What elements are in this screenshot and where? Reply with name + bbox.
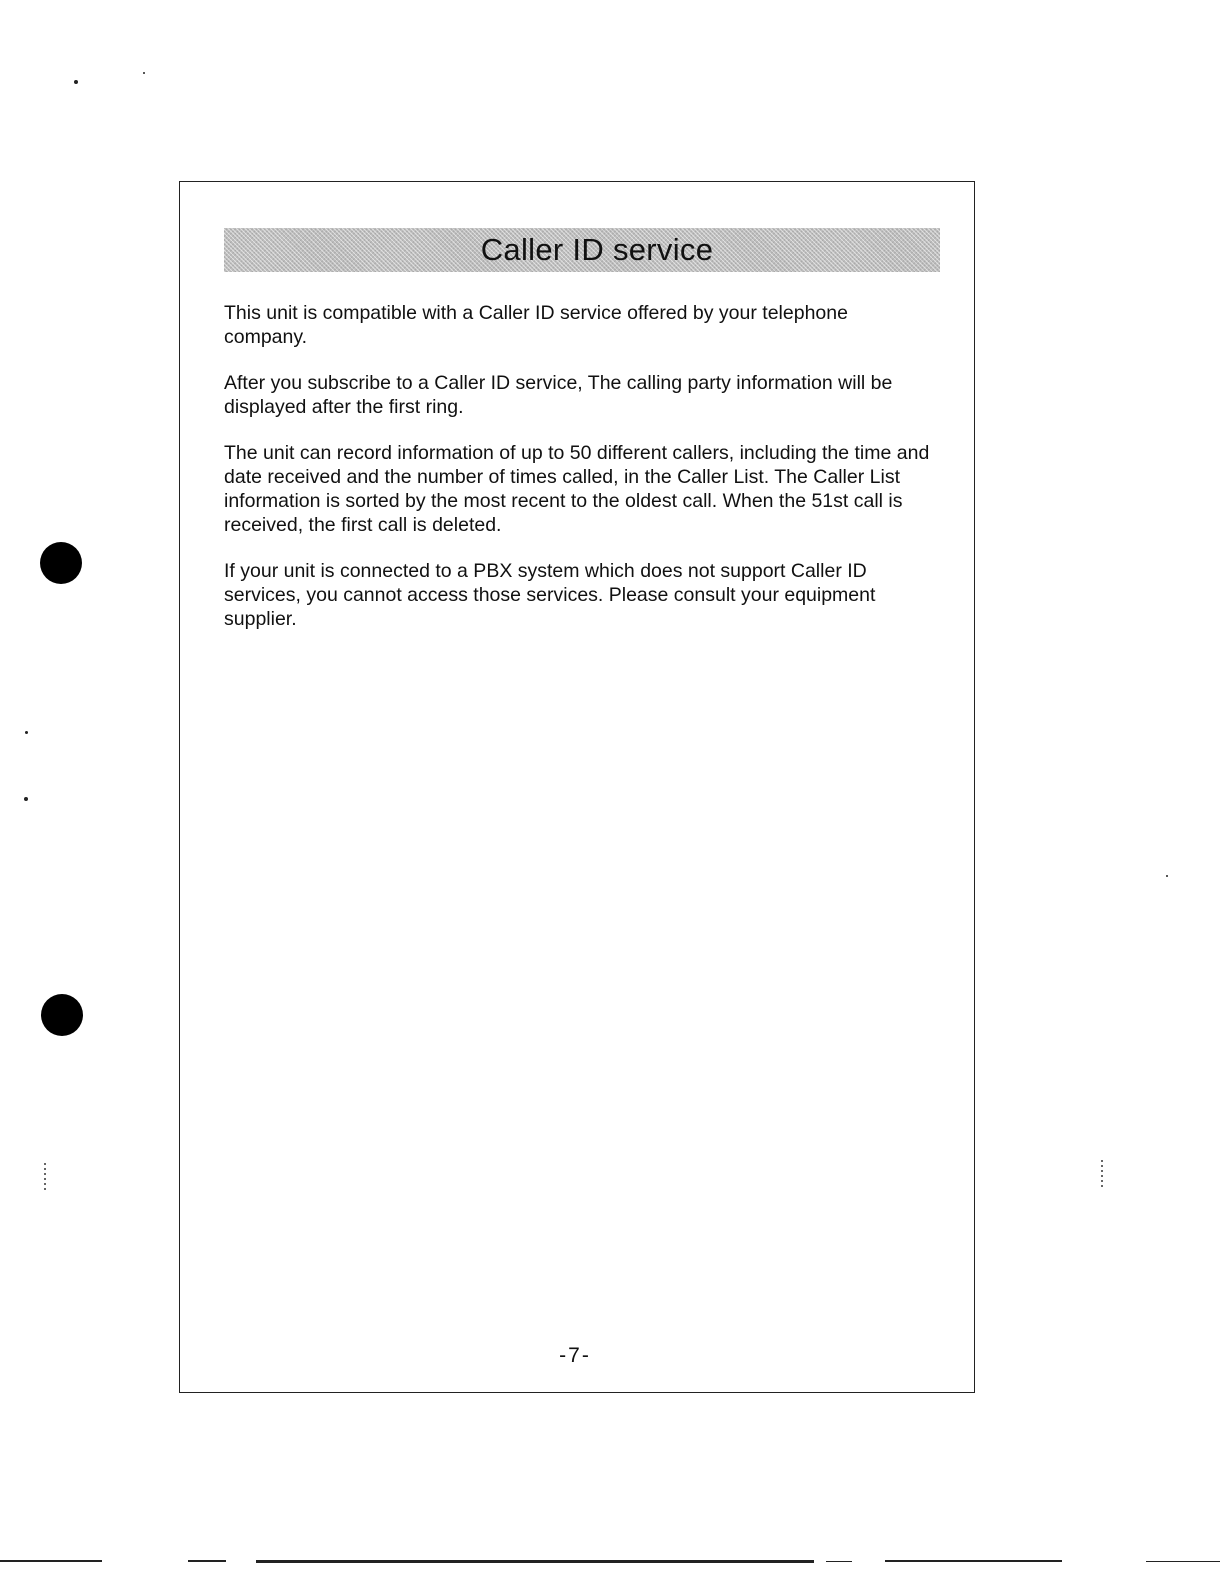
scan-speck [143, 72, 145, 74]
scan-dots [1101, 1160, 1103, 1190]
scan-edge-line [0, 1560, 102, 1562]
section-title-bar [224, 228, 940, 272]
paragraph-subscription: After you subscribe to a Caller ID service, The calling party information will be displayed after the first ring. [224, 372, 893, 418]
section-title: Caller ID service [480, 232, 714, 267]
scan-speck [74, 80, 78, 84]
paragraph-pbx-notice: If your unit is connected to a PBX system which does not support Caller ID services, you cannot access those services. Please consult your equipment supplier. [224, 560, 876, 630]
scan-edge-line [826, 1561, 852, 1562]
paragraph-compatibility: This unit is compatible with a Caller ID service offered by your telephone company. [224, 302, 848, 348]
binder-hole-bottom [41, 994, 83, 1036]
scan-speck [25, 731, 28, 734]
scan-edge-line [256, 1560, 814, 1563]
scan-dots [44, 1163, 46, 1193]
body-text [224, 301, 936, 653]
scan-speck [24, 797, 28, 801]
scan-edge-line [188, 1560, 226, 1562]
paragraph-caller-list: The unit can record information of up to 50 different callers, including the time and date received and the number of times called, in the Caller List. The Caller List information is sorted by the most recent to the oldest call. When the 51st call is received, the first call is deleted. [224, 442, 930, 536]
scan-edge-line [1146, 1561, 1220, 1562]
scan-edge-line [885, 1560, 1062, 1562]
binder-hole-top [40, 542, 82, 584]
scan-speck [1166, 875, 1168, 877]
page-number: -7- [559, 1344, 591, 1367]
